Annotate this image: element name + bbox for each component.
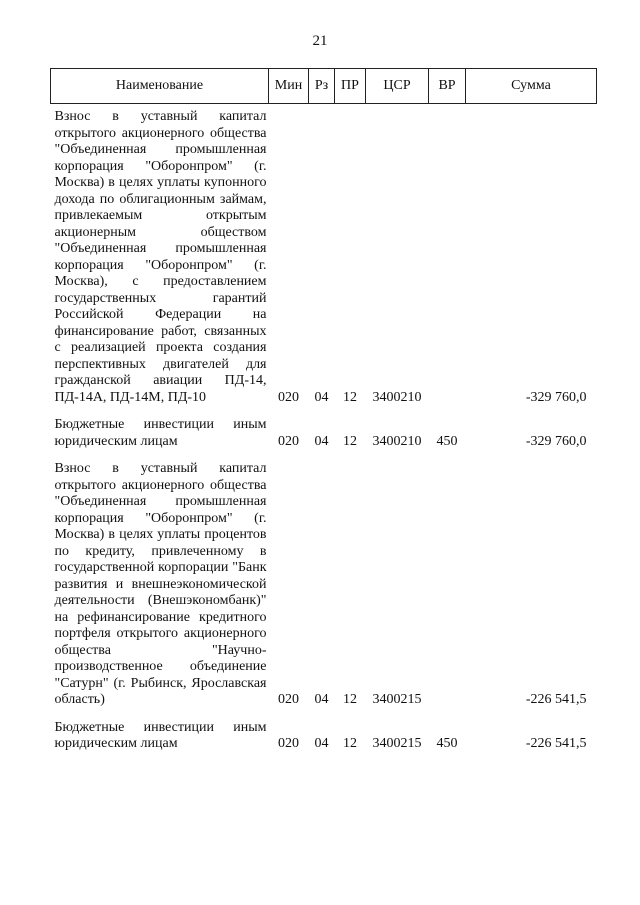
row-rz: 04 bbox=[314, 692, 329, 707]
header-csr: ЦСР bbox=[366, 69, 429, 104]
row-rz: 04 bbox=[314, 433, 329, 449]
row-min: 020 bbox=[278, 433, 299, 449]
row-pr: 12 bbox=[343, 389, 357, 405]
header-pr: ПР bbox=[335, 69, 366, 104]
row-pr: 12 bbox=[343, 736, 357, 751]
row-name: Взнос в уставный капитал открытого акционерного общества "Объединенная промышленная корпорация "Оборонпром" (г. Москва) в целях уплаты процентов по кредиту, привлеченному в государственной корпорации "Банк развития и внешнеэкономической деятельности (Внешэкономбанк)" на рефинансирование кредитного портфеля открытого акционерного общества "Научно-производственное объединение "Сатурн" (г. Рыбинск, Ярославская область) bbox=[54, 461, 267, 707]
row-sum: -329 760,0 bbox=[525, 433, 587, 449]
table-row bbox=[51, 412, 597, 456]
header-rz: Рз bbox=[309, 69, 335, 104]
row-rz: 04 bbox=[314, 389, 329, 405]
row-vr bbox=[429, 104, 466, 413]
row-min: 020 bbox=[278, 389, 299, 405]
row-sum: -226 541,5 bbox=[525, 736, 587, 751]
header-min: Мин bbox=[269, 69, 309, 104]
row-sum: -329 760,0 bbox=[525, 389, 587, 405]
row-pr: 12 bbox=[343, 433, 357, 449]
table-row bbox=[51, 715, 597, 753]
row-min: 020 bbox=[278, 736, 299, 751]
table-row bbox=[51, 456, 597, 715]
row-name: Бюджетные инвестиции иным юридическим лицам bbox=[54, 719, 267, 751]
budget-table bbox=[50, 68, 597, 753]
header-vr: ВР bbox=[429, 69, 466, 104]
row-vr bbox=[429, 456, 466, 715]
row-csr: 3400210 bbox=[372, 433, 422, 449]
row-vr: 450 bbox=[436, 433, 458, 449]
header-name: Наименование bbox=[51, 69, 269, 104]
table-header-row bbox=[51, 69, 597, 104]
row-min: 020 bbox=[278, 692, 299, 707]
row-csr: 3400210 bbox=[372, 389, 422, 405]
row-name: Бюджетные инвестиции иным юридическим лицам bbox=[54, 417, 267, 449]
row-csr: 3400215 bbox=[372, 692, 422, 707]
row-vr: 450 bbox=[436, 736, 458, 751]
row-sum: -226 541,5 bbox=[525, 692, 587, 707]
row-name: Взнос в уставный капитал открытого акционерного общества "Объединенная промышленная корпорация "Оборонпром" (г. Москва) в целях уплаты купонного дохода по облигационным займам, привлекаемым открытым акционерным обществом "Объединенная промышленная корпорация "Оборонпром" (г. Москва), с предоставлением государственных гарантий Российской Федерации на финансирование работ, связанных с реализацией проекта создания перспективных двигателей для гражданской авиации ПД-14, ПД-14А, ПД-14М, ПД-10 bbox=[54, 109, 267, 405]
page-number: 21 bbox=[312, 33, 328, 49]
row-csr: 3400215 bbox=[372, 736, 422, 751]
row-pr: 12 bbox=[343, 692, 357, 707]
row-rz: 04 bbox=[314, 736, 329, 751]
table-row bbox=[51, 104, 597, 413]
header-sum: Сумма bbox=[466, 69, 597, 104]
